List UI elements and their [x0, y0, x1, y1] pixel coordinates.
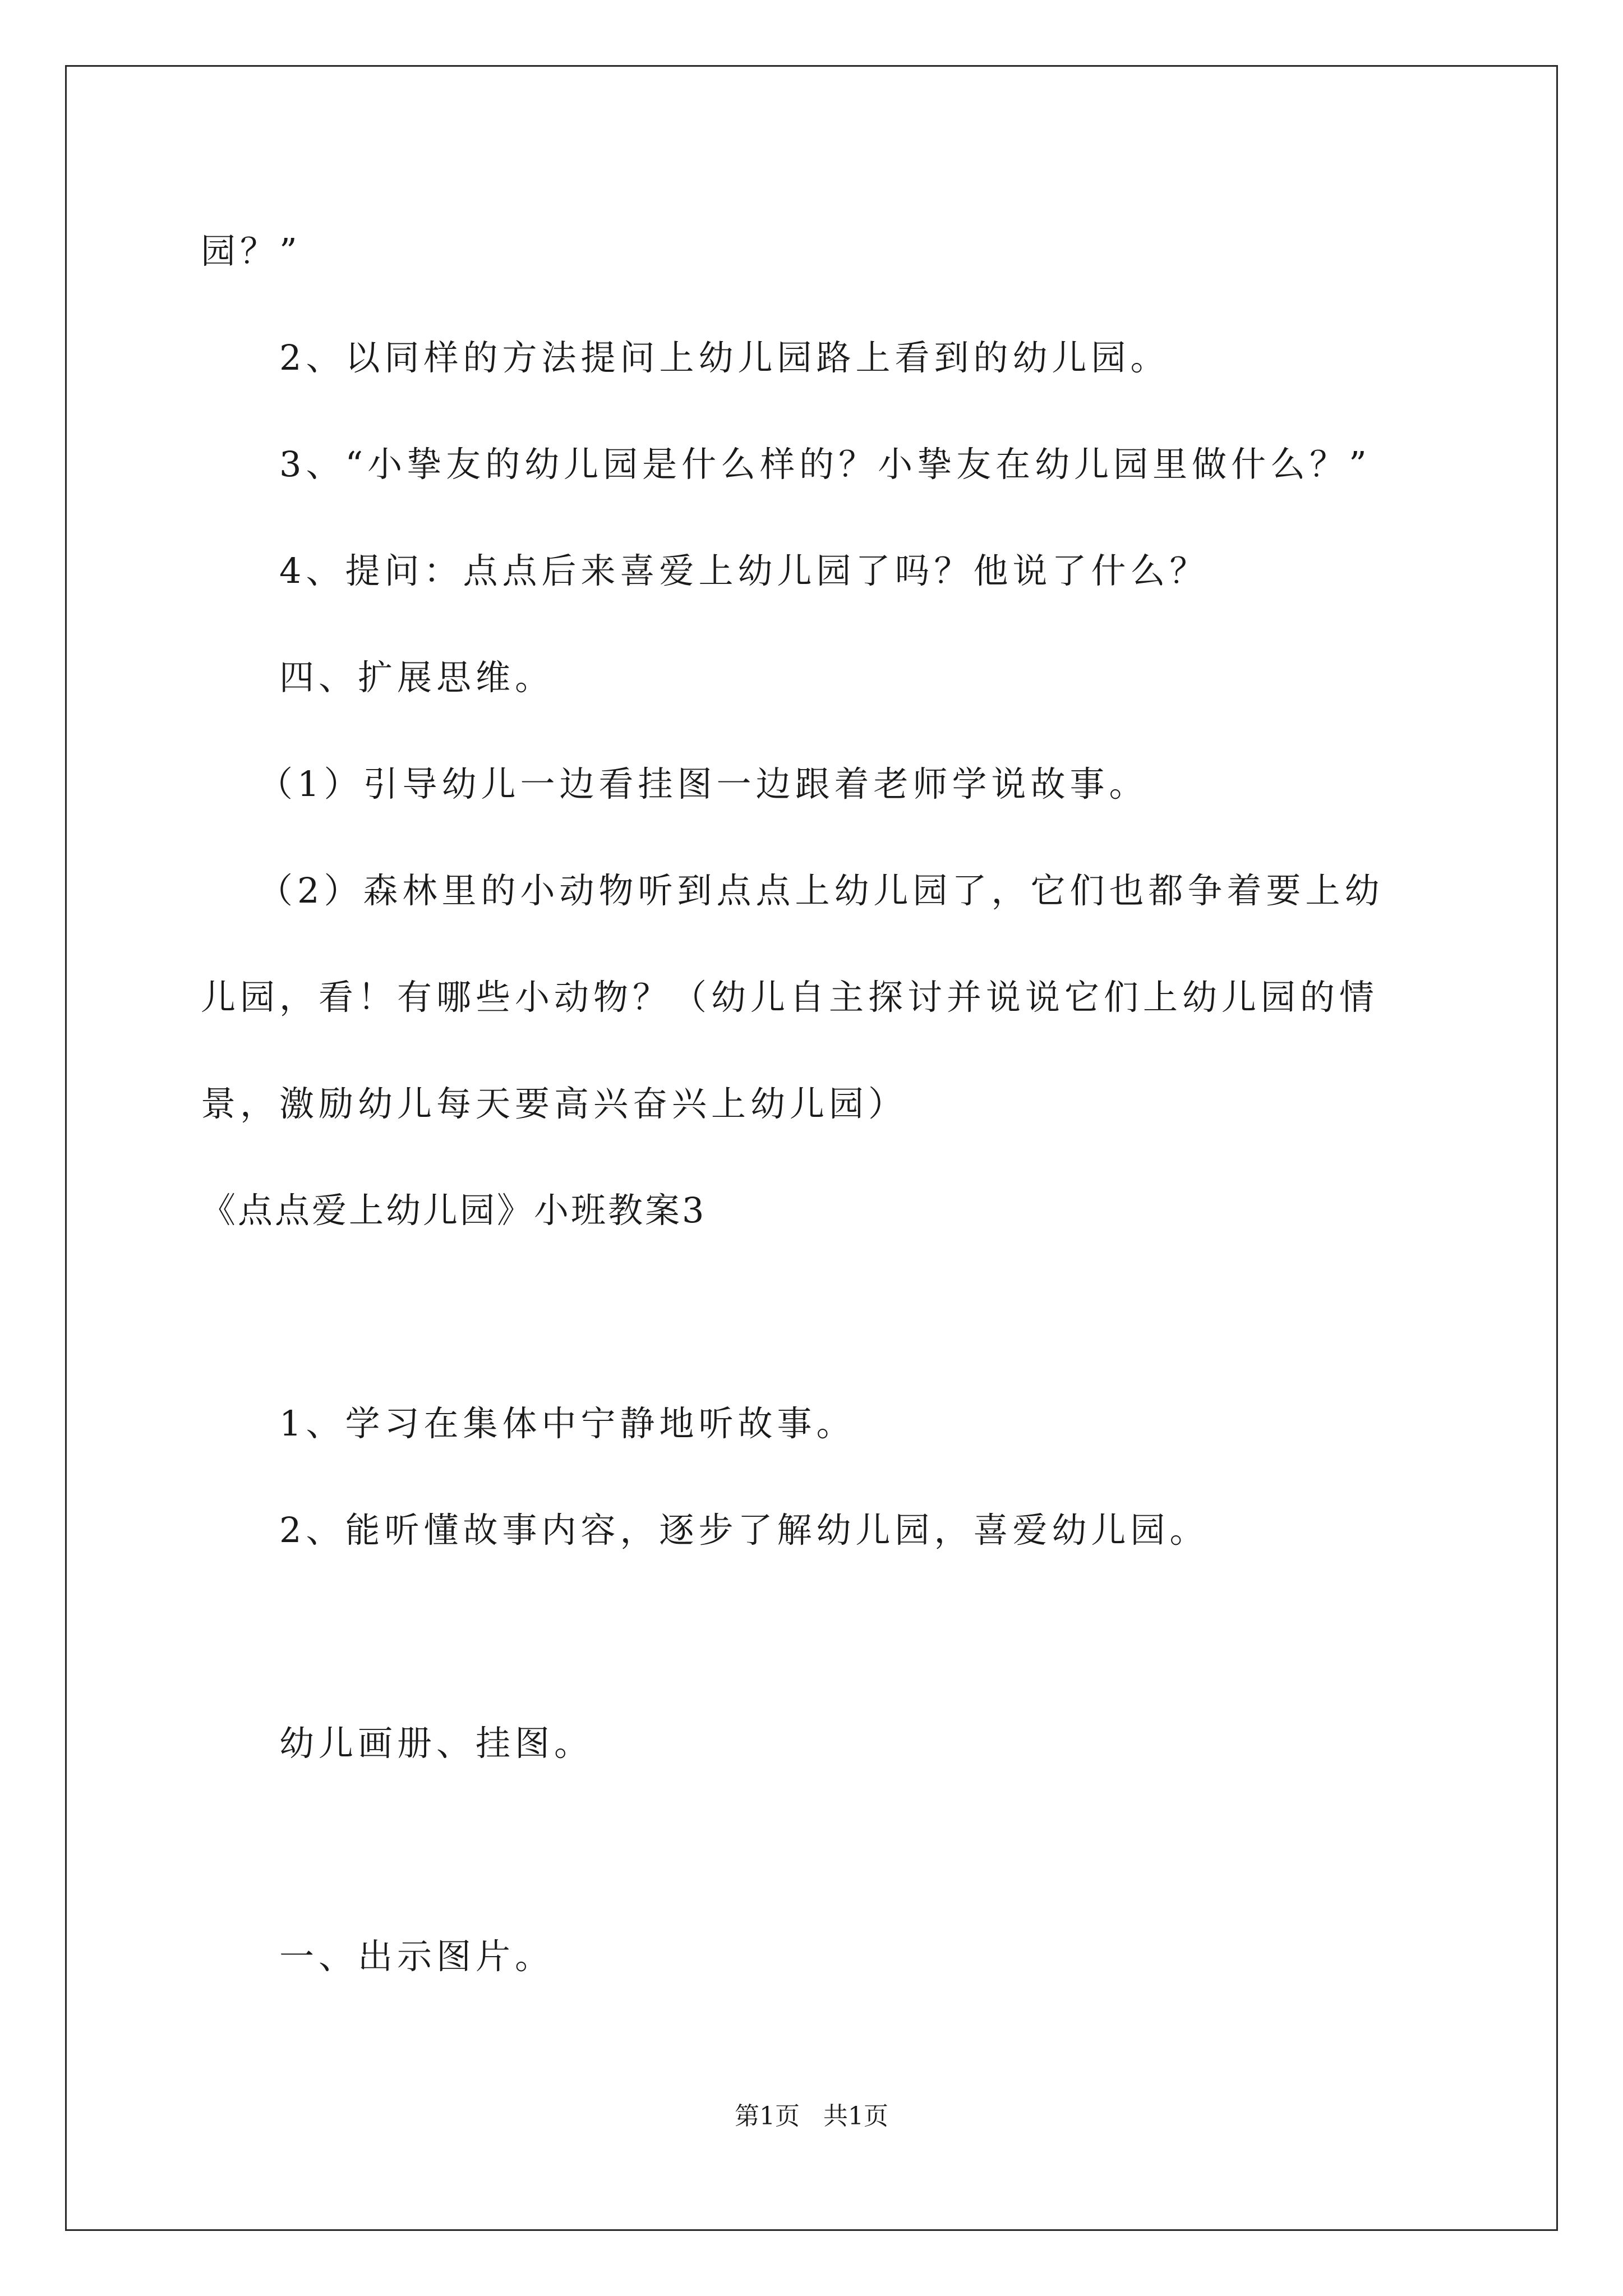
text-line: 3、“小挚友的幼儿园是什么样的？小挚友在幼儿园里做什么？” — [279, 444, 1371, 485]
text-line: 景，激励幼儿每天要高兴奋兴上幼儿园） — [201, 1083, 908, 1124]
text-line: 幼儿画册、挂图。 — [279, 1723, 594, 1764]
page-border — [65, 65, 1558, 2231]
text-line: （2）森林里的小动物听到点点上幼儿园了，它们也都争着要上幼 — [258, 870, 1384, 911]
text-line: 园？” — [201, 231, 302, 272]
text-line: 儿园，看！有哪些小动物？（幼儿自主探讨并说说它们上幼儿园的情 — [201, 977, 1379, 1018]
text-line: 2、以同样的方法提问上幼儿园路上看到的幼儿园。 — [279, 337, 1170, 378]
text-line: 1、学习在集体中宁静地听故事。 — [279, 1403, 856, 1444]
section-heading: 《点点爱上幼儿园》小班教案3 — [201, 1190, 707, 1231]
text-line: 4、提问：点点后来喜爱上幼儿园了吗？他说了什么？ — [279, 550, 1209, 591]
text-line: 一、出示图片。 — [279, 1936, 555, 1977]
text-line: 四、扩展思维。 — [279, 657, 555, 698]
text-line: 2、能听懂故事内容，逐步了解幼儿园，喜爱幼儿园。 — [279, 1510, 1209, 1550]
text-line: （1）引导幼儿一边看挂图一边跟着老师学说故事。 — [258, 763, 1149, 804]
page-footer: 第1页 共1页 — [735, 2102, 888, 2131]
